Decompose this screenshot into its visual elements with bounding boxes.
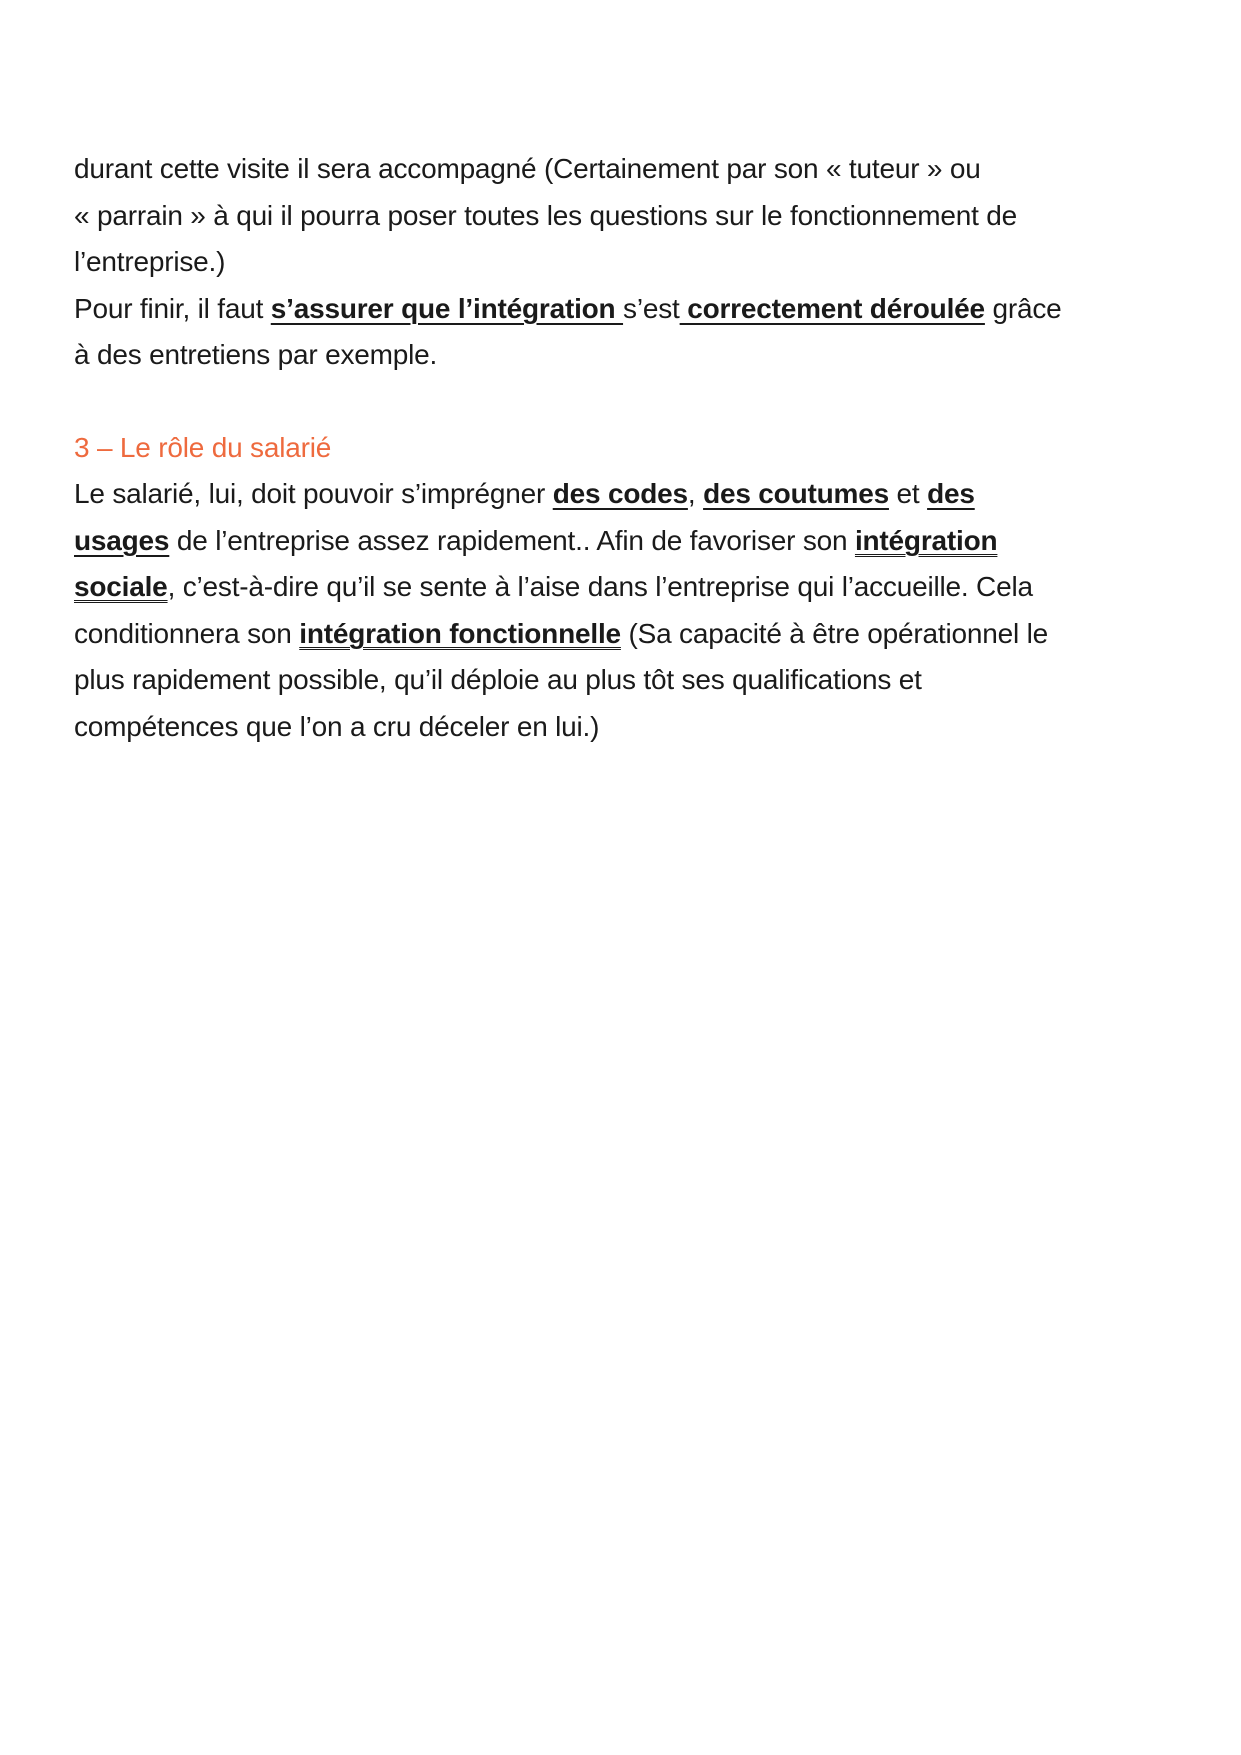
text-run: compétences que l’on a cru déceler en lui.) <box>74 710 600 742</box>
text-run: de l’entreprise assez rapidement.. Afin de favoriser son <box>169 524 855 556</box>
text-line: l’entreprise.) <box>74 246 226 277</box>
text-run: Le salarié, lui, doit pouvoir s’imprégner <box>74 478 553 509</box>
keyword-functional-integration: intégration fonctionnelle <box>299 617 621 649</box>
text-run: , <box>687 478 704 509</box>
document-page <box>74 146 1184 750</box>
keyword-ensure-integration: s’assurer que l’intégration <box>270 292 624 324</box>
paragraph-employee-role <box>74 471 1184 750</box>
text-run: conditionnera son <box>74 617 300 649</box>
keyword-customs: des coutumes <box>703 478 889 509</box>
text-line: durant cette visite il sera accompagné (Certainement par son « tuteur » ou <box>74 153 981 184</box>
section-heading: 3 – Le rôle du salarié <box>74 431 332 463</box>
keyword-social-integration-part-1: intégration <box>854 524 998 556</box>
text-run: , c’est-à-dire qu’il se sente à l’aise dans l’entreprise qui l’accueille. Cela <box>167 571 1033 602</box>
keyword-social-integration-part-2: sociale <box>74 571 168 602</box>
paragraph-conclusion <box>74 286 1184 379</box>
text-run: plus rapidement possible, qu’il déploie au plus tôt ses qualifications et <box>74 664 922 695</box>
text-run: grâce <box>984 292 1062 324</box>
text-run: Pour finir, il faut <box>74 292 271 324</box>
keyword-usages-part-2: usages <box>74 524 170 556</box>
paragraph-spacer <box>74 379 1184 425</box>
text-run: s’est <box>623 292 680 324</box>
text-run: et <box>888 478 928 509</box>
keyword-codes: des codes <box>552 478 688 509</box>
keyword-correctly-done: correctement déroulée <box>679 292 985 324</box>
paragraph-visit <box>74 146 1184 286</box>
text-line: « parrain » à qui il pourra poser toutes les questions sur le fonctionnement de <box>74 199 1017 231</box>
text-run: (Sa capacité à être opérationnel le <box>620 617 1048 649</box>
text-run: à des entretiens par exemple. <box>74 339 438 370</box>
keyword-usages-part-1: des <box>927 478 975 509</box>
